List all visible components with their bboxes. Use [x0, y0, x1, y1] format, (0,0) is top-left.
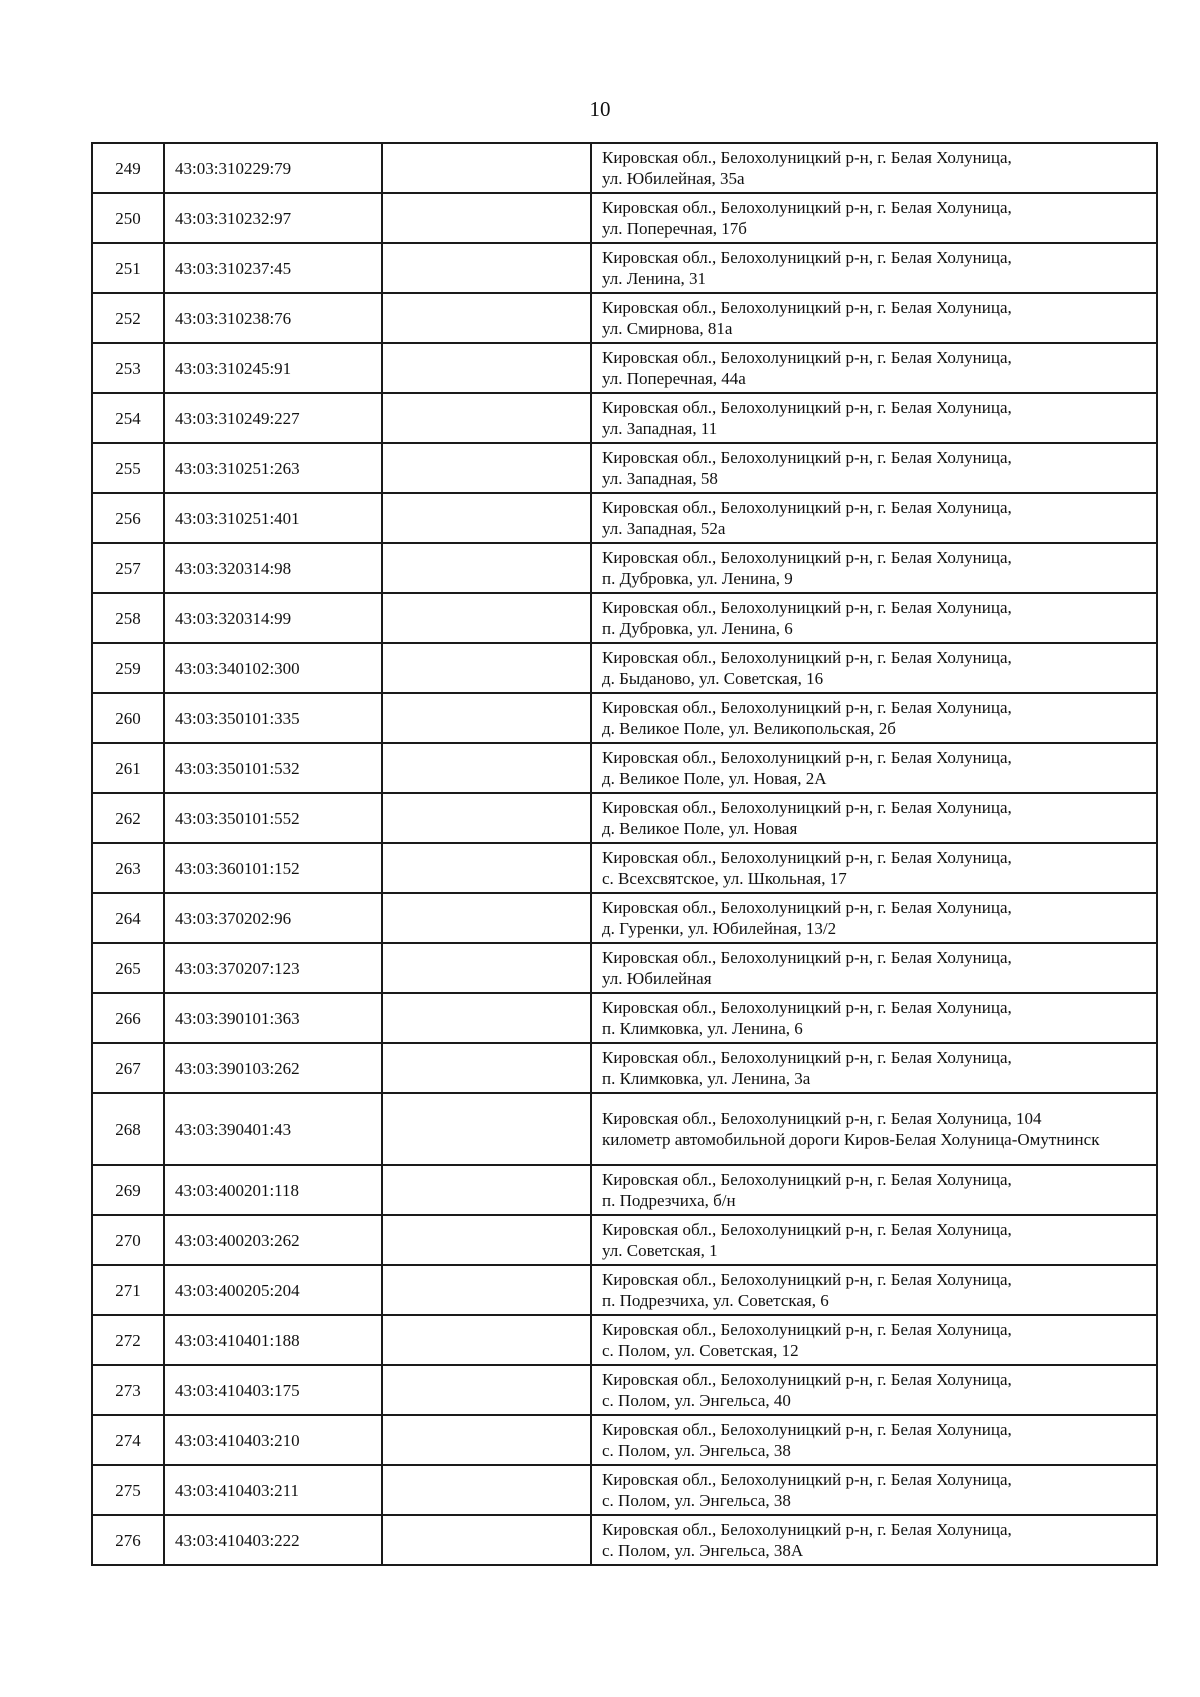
address-line-1: Кировская обл., Белохолуницкий р-н, г. Белая Холуница, [602, 148, 1012, 167]
address-line-1: Кировская обл., Белохолуницкий р-н, г. Белая Холуница, [602, 1320, 1012, 1339]
row-number: 271 [92, 1265, 164, 1315]
cadastral-number: 43:03:360101:152 [164, 843, 382, 893]
row-number: 252 [92, 293, 164, 343]
empty-cell [382, 493, 591, 543]
address-cell [591, 1515, 1157, 1565]
address-cell [591, 1465, 1157, 1515]
row-number: 265 [92, 943, 164, 993]
table-row [92, 843, 1157, 893]
cadastral-number: 43:03:310237:45 [164, 243, 382, 293]
table-row [92, 1365, 1157, 1415]
address-cell [591, 1365, 1157, 1415]
row-number: 273 [92, 1365, 164, 1415]
address-line-1: Кировская обл., Белохолуницкий р-н, г. Белая Холуница, [602, 848, 1012, 867]
table-row [92, 393, 1157, 443]
row-number: 263 [92, 843, 164, 893]
address-line-2: п. Климковка, ул. Ленина, 3а [602, 1069, 811, 1088]
address-cell [591, 1043, 1157, 1093]
cadastral-number: 43:03:320314:99 [164, 593, 382, 643]
address-cell [591, 993, 1157, 1043]
cadastral-number: 43:03:310249:227 [164, 393, 382, 443]
table-row [92, 493, 1157, 543]
table-row [92, 1515, 1157, 1565]
empty-cell [382, 293, 591, 343]
address-line-2: с. Полом, ул. Энгельса, 38А [602, 1541, 804, 1560]
address-cell [591, 793, 1157, 843]
empty-cell [382, 643, 591, 693]
cadastral-number: 43:03:310251:401 [164, 493, 382, 543]
address-line-2: ул. Смирнова, 81а [602, 319, 733, 338]
address-line-2: ул. Западная, 58 [602, 469, 718, 488]
table-row [92, 143, 1157, 193]
table-row [92, 243, 1157, 293]
address-line-1: Кировская обл., Белохолуницкий р-н, г. Белая Холуница, [602, 448, 1012, 467]
row-number: 264 [92, 893, 164, 943]
address-cell [591, 943, 1157, 993]
empty-cell [382, 1165, 591, 1215]
address-line-1: Кировская обл., Белохолуницкий р-н, г. Белая Холуница, [602, 948, 1012, 967]
address-cell [591, 243, 1157, 293]
row-number: 251 [92, 243, 164, 293]
row-number: 267 [92, 1043, 164, 1093]
cadastral-number: 43:03:410403:210 [164, 1415, 382, 1465]
address-line-1: Кировская обл., Белохолуницкий р-н, г. Белая Холуница, [602, 598, 1012, 617]
address-line-1: Кировская обл., Белохолуницкий р-н, г. Белая Холуница, [602, 1520, 1012, 1539]
address-line-2: д. Великое Поле, ул. Новая [602, 819, 798, 838]
empty-cell [382, 143, 591, 193]
row-number: 276 [92, 1515, 164, 1565]
empty-cell [382, 343, 591, 393]
empty-cell [382, 1465, 591, 1515]
table-row [92, 1265, 1157, 1315]
address-cell [591, 293, 1157, 343]
address-line-1: Кировская обл., Белохолуницкий р-н, г. Белая Холуница, [602, 1220, 1012, 1239]
address-cell [591, 393, 1157, 443]
empty-cell [382, 1215, 591, 1265]
empty-cell [382, 893, 591, 943]
cadastral-number: 43:03:390401:43 [164, 1093, 382, 1165]
address-line-1: Кировская обл., Белохолуницкий р-н, г. Белая Холуница, [602, 1370, 1012, 1389]
cadastral-number: 43:03:390103:262 [164, 1043, 382, 1093]
address-line-2: с. Полом, ул. Энгельса, 40 [602, 1391, 791, 1410]
address-line-1: Кировская обл., Белохолуницкий р-н, г. Белая Холуница, 104 [602, 1109, 1042, 1128]
empty-cell [382, 1515, 591, 1565]
cadastral-number: 43:03:310238:76 [164, 293, 382, 343]
address-cell [591, 843, 1157, 893]
address-cell [591, 443, 1157, 493]
address-line-1: Кировская обл., Белохолуницкий р-н, г. Белая Холуница, [602, 348, 1012, 367]
table-row [92, 993, 1157, 1043]
empty-cell [382, 1265, 591, 1315]
cadastral-number: 43:03:310251:263 [164, 443, 382, 493]
address-line-1: Кировская обл., Белохолуницкий р-н, г. Белая Холуница, [602, 398, 1012, 417]
row-number: 258 [92, 593, 164, 643]
cadastral-number: 43:03:400201:118 [164, 1165, 382, 1215]
cadastral-number: 43:03:400203:262 [164, 1215, 382, 1265]
row-number: 269 [92, 1165, 164, 1215]
row-number: 257 [92, 543, 164, 593]
cadastral-number: 43:03:400205:204 [164, 1265, 382, 1315]
address-cell [591, 1415, 1157, 1465]
row-number: 266 [92, 993, 164, 1043]
row-number: 261 [92, 743, 164, 793]
cadastral-number: 43:03:370207:123 [164, 943, 382, 993]
row-number: 270 [92, 1215, 164, 1265]
row-number: 254 [92, 393, 164, 443]
table-row [92, 193, 1157, 243]
table-row [92, 543, 1157, 593]
address-cell [591, 1093, 1157, 1165]
address-line-1: Кировская обл., Белохолуницкий р-н, г. Белая Холуница, [602, 298, 1012, 317]
empty-cell [382, 193, 591, 243]
address-line-2: ул. Западная, 52а [602, 519, 726, 538]
address-line-1: Кировская обл., Белохолуницкий р-н, г. Белая Холуница, [602, 1270, 1012, 1289]
address-line-1: Кировская обл., Белохолуницкий р-н, г. Белая Холуница, [602, 548, 1012, 567]
row-number: 268 [92, 1093, 164, 1165]
address-line-1: Кировская обл., Белохолуницкий р-н, г. Белая Холуница, [602, 998, 1012, 1017]
table-row [92, 643, 1157, 693]
table-row [92, 443, 1157, 493]
empty-cell [382, 443, 591, 493]
address-line-1: Кировская обл., Белохолуницкий р-н, г. Белая Холуница, [602, 198, 1012, 217]
address-line-1: Кировская обл., Белохолуницкий р-н, г. Белая Холуница, [602, 1470, 1012, 1489]
table-row [92, 743, 1157, 793]
empty-cell [382, 593, 591, 643]
cadastral-number: 43:03:390101:363 [164, 993, 382, 1043]
address-line-1: Кировская обл., Белохолуницкий р-н, г. Белая Холуница, [602, 898, 1012, 917]
address-cell [591, 693, 1157, 743]
cadastral-number: 43:03:350101:552 [164, 793, 382, 843]
empty-cell [382, 693, 591, 743]
row-number: 256 [92, 493, 164, 543]
cadastral-number: 43:03:310229:79 [164, 143, 382, 193]
empty-cell [382, 1093, 591, 1165]
address-line-2: ул. Юбилейная, 35а [602, 169, 745, 188]
address-cell [591, 193, 1157, 243]
address-line-2: п. Подрезчиха, ул. Советская, 6 [602, 1291, 829, 1310]
address-cell [591, 743, 1157, 793]
address-cell [591, 1165, 1157, 1215]
cadastral-number: 43:03:310232:97 [164, 193, 382, 243]
address-cell [591, 1315, 1157, 1365]
table-row [92, 893, 1157, 943]
cadastral-number: 43:03:410401:188 [164, 1315, 382, 1365]
address-line-1: Кировская обл., Белохолуницкий р-н, г. Белая Холуница, [602, 1170, 1012, 1189]
row-number: 262 [92, 793, 164, 843]
empty-cell [382, 793, 591, 843]
table-body [92, 143, 1157, 1565]
address-line-2: ул. Советская, 1 [602, 1241, 718, 1260]
table-row [92, 943, 1157, 993]
row-number: 255 [92, 443, 164, 493]
empty-cell [382, 1415, 591, 1465]
address-line-2: п. Подрезчиха, б/н [602, 1191, 736, 1210]
address-line-2: д. Гуренки, ул. Юбилейная, 13/2 [602, 919, 837, 938]
table-row [92, 1315, 1157, 1365]
empty-cell [382, 943, 591, 993]
cadastral-number: 43:03:410403:222 [164, 1515, 382, 1565]
table-row [92, 1093, 1157, 1165]
row-number: 272 [92, 1315, 164, 1365]
table-row [92, 1215, 1157, 1265]
address-line-1: Кировская обл., Белохолуницкий р-н, г. Белая Холуница, [602, 1420, 1012, 1439]
address-cell [591, 543, 1157, 593]
table-row [92, 343, 1157, 393]
cadastral-number: 43:03:340102:300 [164, 643, 382, 693]
cadastral-number: 43:03:310245:91 [164, 343, 382, 393]
address-line-2: п. Дубровка, ул. Ленина, 9 [602, 569, 793, 588]
address-line-2: с. Полом, ул. Энгельса, 38 [602, 1441, 791, 1460]
table-row [92, 293, 1157, 343]
cadastral-number: 43:03:370202:96 [164, 893, 382, 943]
address-line-1: Кировская обл., Белохолуницкий р-н, г. Белая Холуница, [602, 698, 1012, 717]
address-line-1: Кировская обл., Белохолуницкий р-н, г. Белая Холуница, [602, 248, 1012, 267]
row-number: 259 [92, 643, 164, 693]
table-row [92, 1043, 1157, 1093]
row-number: 275 [92, 1465, 164, 1515]
address-line-1: Кировская обл., Белохолуницкий р-н, г. Белая Холуница, [602, 498, 1012, 517]
address-cell [591, 893, 1157, 943]
table-row [92, 593, 1157, 643]
address-line-2: с. Полом, ул. Советская, 12 [602, 1341, 799, 1360]
empty-cell [382, 1315, 591, 1365]
address-cell [591, 1265, 1157, 1315]
address-line-2: ул. Поперечная, 44а [602, 369, 746, 388]
page-number: 10 [589, 97, 611, 121]
address-line-1: Кировская обл., Белохолуницкий р-н, г. Белая Холуница, [602, 798, 1012, 817]
row-number: 274 [92, 1415, 164, 1465]
address-line-2: ул. Поперечная, 17б [602, 219, 747, 238]
cadastral-number: 43:03:350101:532 [164, 743, 382, 793]
cadastral-number: 43:03:410403:211 [164, 1465, 382, 1515]
address-line-2: п. Дубровка, ул. Ленина, 6 [602, 619, 793, 638]
table-row [92, 1465, 1157, 1515]
table-row [92, 1165, 1157, 1215]
cadastral-number: 43:03:320314:98 [164, 543, 382, 593]
address-line-1: Кировская обл., Белохолуницкий р-н, г. Белая Холуница, [602, 648, 1012, 667]
address-line-2: д. Великое Поле, ул. Великопольская, 2б [602, 719, 896, 738]
empty-cell [382, 1043, 591, 1093]
address-line-1: Кировская обл., Белохолуницкий р-н, г. Белая Холуница, [602, 748, 1012, 767]
empty-cell [382, 393, 591, 443]
address-cell [591, 343, 1157, 393]
empty-cell [382, 1365, 591, 1415]
row-number: 260 [92, 693, 164, 743]
address-cell [591, 493, 1157, 543]
address-line-2: ул. Юбилейная [602, 969, 712, 988]
address-cell [591, 643, 1157, 693]
table-row [92, 1415, 1157, 1465]
cadastral-number: 43:03:350101:335 [164, 693, 382, 743]
address-line-1: Кировская обл., Белохолуницкий р-н, г. Белая Холуница, [602, 1048, 1012, 1067]
table-row [92, 793, 1157, 843]
empty-cell [382, 543, 591, 593]
row-number: 250 [92, 193, 164, 243]
row-number: 249 [92, 143, 164, 193]
row-number: 253 [92, 343, 164, 393]
address-line-2: ул. Западная, 11 [602, 419, 718, 438]
address-line-2: п. Климковка, ул. Ленина, 6 [602, 1019, 803, 1038]
cadastral-number: 43:03:410403:175 [164, 1365, 382, 1415]
empty-cell [382, 243, 591, 293]
table-row [92, 693, 1157, 743]
address-cell [591, 143, 1157, 193]
address-line-2: километр автомобильной дороги Киров-Белая Холуница-Омутнинск [602, 1130, 1100, 1149]
address-line-2: с. Всехсвятское, ул. Школьная, 17 [602, 869, 847, 888]
address-line-2: ул. Ленина, 31 [602, 269, 707, 288]
empty-cell [382, 993, 591, 1043]
address-cell [591, 593, 1157, 643]
address-cell [591, 1215, 1157, 1265]
address-line-2: д. Быданово, ул. Советская, 16 [602, 669, 824, 688]
land-plot-table [91, 142, 1158, 1566]
address-line-2: с. Полом, ул. Энгельса, 38 [602, 1491, 791, 1510]
address-line-2: д. Великое Поле, ул. Новая, 2А [602, 769, 827, 788]
empty-cell [382, 743, 591, 793]
empty-cell [382, 843, 591, 893]
